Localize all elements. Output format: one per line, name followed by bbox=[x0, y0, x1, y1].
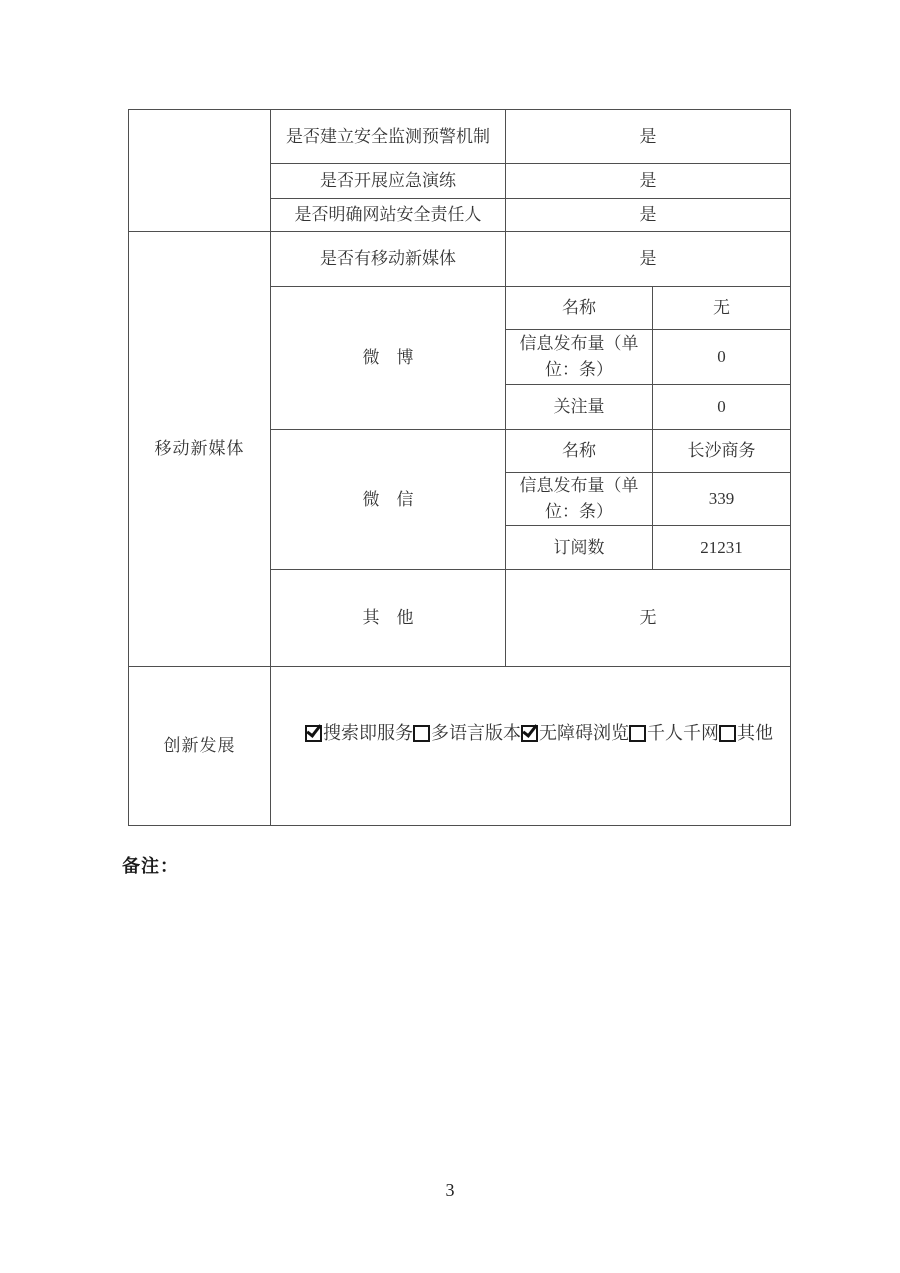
row-label-wechat-subscribers: 订阅数 bbox=[506, 526, 653, 570]
row-label-security-monitor: 是否建立安全监测预警机制 bbox=[271, 110, 506, 164]
annual-report-table bbox=[128, 109, 791, 826]
checkbox-icon[interactable] bbox=[719, 725, 736, 742]
row-value-security-owner: 是 bbox=[506, 199, 791, 232]
checkbox-label: 搜索即服务 bbox=[323, 723, 413, 743]
row-label-weibo-followers: 关注量 bbox=[506, 385, 653, 430]
innovation-checkbox-row bbox=[271, 720, 790, 746]
row-label-wechat-posts: 信息发布量（单位：条） bbox=[506, 473, 653, 526]
row-value-wechat-posts: 339 bbox=[653, 473, 791, 526]
row-value-weibo-followers: 0 bbox=[653, 385, 791, 430]
check-mark-icon bbox=[522, 721, 538, 738]
table-row bbox=[129, 667, 791, 826]
checkbox-option-multilingual[interactable] bbox=[413, 720, 521, 746]
checkbox-option-other[interactable] bbox=[719, 720, 773, 746]
checkbox-icon[interactable] bbox=[305, 725, 322, 742]
innovation-options-cell bbox=[271, 667, 791, 826]
checkbox-label: 千人千网 bbox=[647, 723, 719, 743]
row-label-security-owner: 是否明确网站安全责任人 bbox=[271, 199, 506, 232]
table-row bbox=[129, 232, 791, 287]
checkbox-option-accessibility[interactable] bbox=[521, 720, 629, 746]
checkbox-icon[interactable] bbox=[629, 725, 646, 742]
row-value-weibo-name: 无 bbox=[653, 287, 791, 330]
checkbox-option-search-service[interactable] bbox=[305, 720, 413, 746]
row-value-security-monitor: 是 bbox=[506, 110, 791, 164]
section-label-mobile-media: 移动新媒体 bbox=[129, 232, 271, 667]
row-value-emergency-drill: 是 bbox=[506, 164, 791, 199]
checkbox-icon[interactable] bbox=[521, 725, 538, 742]
row-label-weibo-posts: 信息发布量（单位：条） bbox=[506, 330, 653, 385]
group-label-weibo: 微 博 bbox=[271, 287, 506, 430]
checkbox-label: 无障碍浏览 bbox=[539, 723, 629, 743]
row-value-wechat-name: 长沙商务 bbox=[653, 430, 791, 473]
notes-label: 备注： bbox=[122, 856, 179, 876]
table-row bbox=[129, 110, 791, 164]
checkbox-option-qianren-qianwang[interactable] bbox=[629, 720, 719, 746]
row-value-weibo-posts: 0 bbox=[653, 330, 791, 385]
row-label-wechat-name: 名称 bbox=[506, 430, 653, 473]
group-label-wechat: 微 信 bbox=[271, 430, 506, 570]
checkbox-icon[interactable] bbox=[413, 725, 430, 742]
page-number: 3 bbox=[445, 1180, 455, 1200]
row-value-has-mobile: 是 bbox=[506, 232, 791, 287]
section-cell-empty bbox=[129, 110, 271, 232]
row-value-wechat-subscribers: 21231 bbox=[653, 526, 791, 570]
checkbox-label: 多语言版本 bbox=[431, 723, 521, 743]
checkbox-label: 其他 bbox=[737, 723, 773, 743]
row-label-emergency-drill: 是否开展应急演练 bbox=[271, 164, 506, 199]
check-mark-icon bbox=[306, 721, 322, 738]
row-label-has-mobile: 是否有移动新媒体 bbox=[271, 232, 506, 287]
row-label-weibo-name: 名称 bbox=[506, 287, 653, 330]
section-label-innovation: 创新发展 bbox=[129, 667, 271, 826]
row-label-other-media: 其 他 bbox=[271, 570, 506, 667]
row-value-other-media: 无 bbox=[506, 570, 791, 667]
